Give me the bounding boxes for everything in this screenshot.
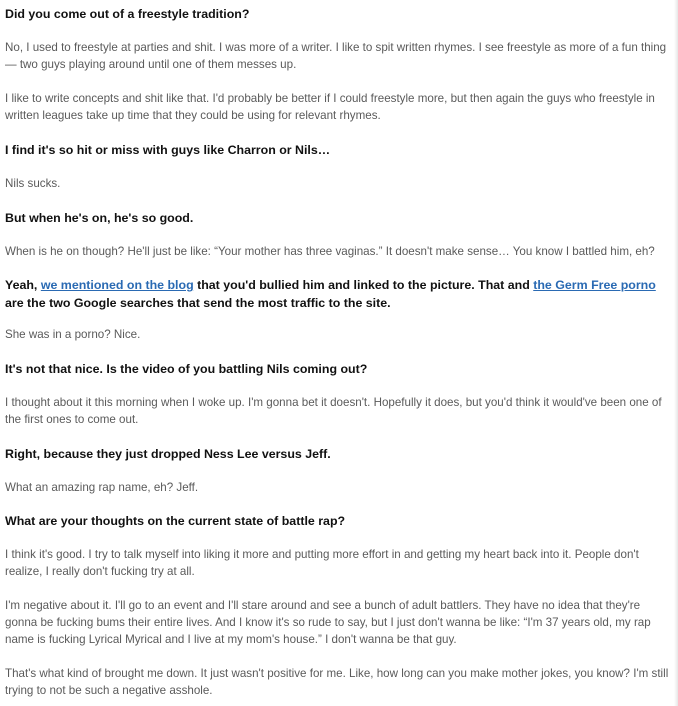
germ-free-link[interactable]: the Germ Free porno: [533, 278, 656, 292]
answer-when-on: When is he on though? He'll just be like: “Your mother has three vaginas.” It doesn't make sense… You know I battled him, eh?: [5, 245, 655, 258]
answer-nils-sucks: Nils sucks.: [5, 177, 61, 190]
answer-freestyle-1: No, I used to freestyle at parties and shit. I was more of a writer. I like to spit written rhymes. I see freestyle as more of a fun thing — two guys playing around until one of them messes up.: [5, 41, 667, 71]
answer-jeff: What an amazing rap name, eh? Jeff.: [5, 481, 199, 494]
question-ness-lee: Right, because they just dropped Ness Lee versus Jeff.: [5, 447, 331, 461]
question-video: It's not that nice. Is the video of you battling Nils coming out?: [5, 362, 368, 376]
answer-porno: She was in a porno? Nice.: [5, 328, 141, 341]
answer-freestyle-2: I like to write concepts and shit like that. I'd probably be better if I could freestyle more, but then again the guys who freestyle in written leagues take up time that they could be using for relevant rhymes.: [5, 92, 655, 122]
question-freestyle-tradition: Did you come out of a freestyle tradition?: [5, 7, 250, 21]
question-battle-rap-state: What are your thoughts on the current state of battle rap?: [5, 514, 346, 528]
answer-battle-rap-1: I think it's good. I try to talk myself into liking it more and putting more effort in and getting my heart back into it. People don't realize, I really don't fucking try at all.: [5, 548, 639, 578]
question-hit-or-miss: I find it's so hit or miss with guys like Charron or Nils…: [5, 143, 331, 157]
blog-link[interactable]: we mentioned on the blog: [40, 278, 194, 292]
page-edge-shadow: [674, 0, 678, 706]
answer-video: I thought about it this morning when I woke up. I'm gonna bet it doesn't. Hopefully it does, but you'd think it would've been one of the first ones to come out.: [5, 396, 662, 426]
question-blog-mention: [5, 276, 669, 312]
question-when-on: But when he's on, he's so good.: [5, 211, 194, 225]
answer-battle-rap-2: I'm negative about it. I'll go to an event and I'll stare around and see a bunch of adult battlers. They have no idea that they're gonna be fucking bums their entire lives. And I know it's so rude to say, but I just don't wanna be like: “I'm 37 years old, my rap name is fucking Lyrical Myrical and I live at my mom's house.” I don't wanna be that guy.: [5, 599, 651, 646]
question-blog-text-3: are the two Google searches that send the most traffic to the site.: [5, 296, 391, 310]
question-blog-text-1: Yeah,: [5, 278, 41, 292]
answer-battle-rap-3: That's what kind of brought me down. It just wasn't positive for me. Like, how long can you make mother jokes, you know? I'm still trying to not be such a negative asshole.: [5, 667, 669, 697]
question-blog-text-2: that you'd bullied him and linked to the picture. That and: [193, 278, 534, 292]
